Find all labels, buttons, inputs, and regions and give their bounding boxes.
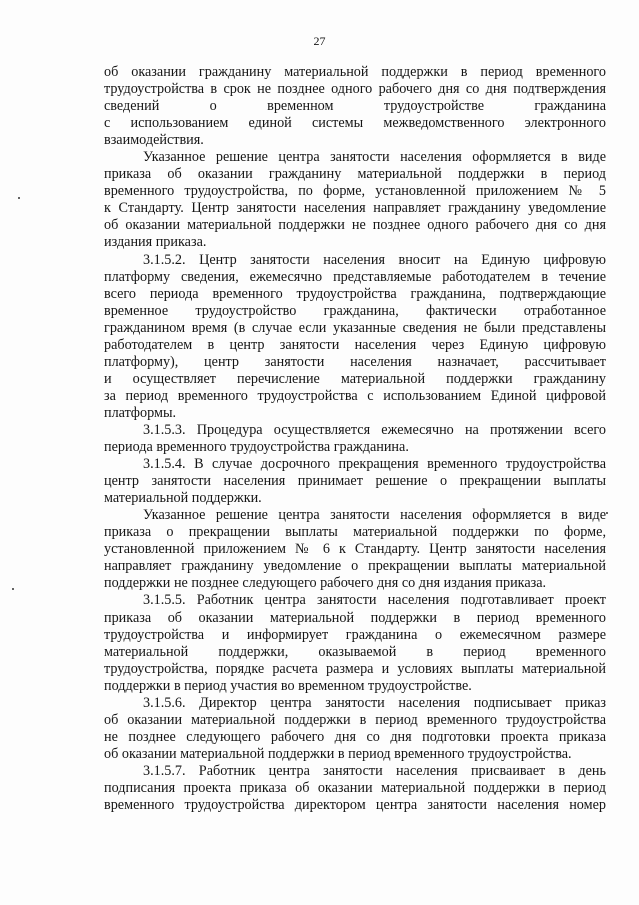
text-line: всего периода временного трудоустройства гражданина, подтверждающие: [104, 285, 606, 302]
paragraph-6: [104, 507, 606, 592]
scan-speck: [12, 588, 14, 590]
text-line: поддержки в период участия во временном трудоустройстве.: [104, 677, 472, 694]
text-line: платформу), центр занятости населения назначает, рассчитывает: [104, 353, 606, 370]
text-line: центр занятости населения принимает решение о прекращении выплаты: [104, 473, 606, 490]
paragraph-4: [104, 422, 606, 456]
text-line: платформы.: [104, 404, 177, 421]
text-line: и осуществляет перечисление материальной поддержки гражданину: [104, 370, 606, 387]
paragraph-8: [104, 695, 606, 763]
text-line: сведений о временном трудоустройстве гражданина: [104, 98, 606, 115]
text-line: материальной поддержки.: [104, 490, 262, 507]
text-line: поддержки не позднее следующего рабочего дня со дня издания приказа.: [104, 575, 547, 592]
text-line: временное трудоустройство гражданина, фактически отработанное: [104, 302, 606, 319]
text-line: направляет гражданину уведомление о прекращении выплаты материальной: [104, 558, 606, 575]
text-line: трудоустройства в срок не позднее одного рабочего дня со дня подтверждения: [104, 81, 606, 98]
text-line: временного трудоустройства директором центра занятости населения номер: [104, 797, 606, 814]
paragraph-2: [104, 149, 606, 251]
text-line: с использованием единой системы межведомственного электронного: [104, 115, 606, 132]
text-line: установленной приложением № 6 к Стандарту. Центр занятости населения: [104, 541, 606, 558]
text-line: к Стандарту. Центр занятости населения направляет гражданину уведомление: [104, 200, 606, 217]
text-line: 3.1.5.5. Работник центра занятости населения подготавливает проект: [143, 592, 606, 609]
text-line: гражданином время (в случае если указанные сведения не были представлены: [104, 319, 606, 336]
scan-speck: [606, 512, 608, 514]
text-line: Указанное решение центра занятости населения оформляется в виде: [143, 507, 606, 524]
text-line: временного трудоустройства, по форме, установленной приложением № 5: [104, 183, 606, 200]
paragraph-5: [104, 456, 606, 507]
text-line: приказа о прекращении выплаты материальной поддержки по форме,: [104, 524, 606, 541]
text-line: приказа об оказании гражданину материальной поддержки в период: [104, 166, 606, 183]
text-line: об оказании материальной поддержки в период временного трудоустройства.: [104, 745, 572, 762]
paragraph-7: [104, 592, 606, 694]
scan-speck: [18, 197, 20, 199]
text-line: 3.1.5.6. Директор центра занятости населения подписывает приказ: [143, 694, 606, 711]
text-line: за период временного трудоустройства с использованием Единой цифровой: [104, 387, 606, 404]
text-line: взаимодействия.: [104, 132, 204, 149]
page-number: 27: [313, 34, 326, 48]
text-line: об оказании гражданину материальной поддержки в период временного: [104, 64, 606, 80]
text-line: подписания проекта приказа об оказании материальной поддержки в период: [104, 779, 606, 796]
text-line: материальной поддержки, оказываемой в период временного: [104, 643, 606, 660]
text-line: Указанное решение центра занятости населения оформляется в виде: [143, 149, 606, 166]
text-line: периода временного трудоустройства гражданина.: [104, 439, 409, 456]
text-line: платформу сведения, ежемесячно представляемые работодателем в течение: [104, 268, 606, 285]
text-line: 3.1.5.3. Процедура осуществляется ежемесячно на протяжении всего: [143, 421, 606, 438]
text-line: приказа об оказании материальной поддержки в период временного: [104, 609, 606, 626]
paragraph-3: [104, 252, 606, 422]
text-line: трудоустройства и информирует гражданина о ежемесячном размере: [104, 626, 606, 643]
text-line: об оказании материальной поддержки в период временного трудоустройства: [104, 711, 606, 728]
text-line: 3.1.5.4. В случае досрочного прекращения временного трудоустройства: [143, 456, 606, 473]
text-line: работодателем в центр занятости населения через Единую цифровую: [104, 336, 606, 353]
text-line: трудоустройства, порядке расчета размера и условиях выплаты материальной: [104, 660, 606, 677]
paragraph-1: [104, 64, 606, 149]
text-line: издания приказа.: [104, 234, 207, 251]
text-line: об оказании материальной поддержки не позднее одного рабочего дня со дня: [104, 217, 606, 234]
text-line: 3.1.5.7. Работник центра занятости населения присваивает в день: [143, 762, 606, 779]
text-line: 3.1.5.2. Центр занятости населения вносит на Единую цифровую: [143, 251, 606, 268]
document-body: [104, 64, 606, 814]
paragraph-9: [104, 763, 606, 814]
text-line: не позднее следующего рабочего дня со дня подготовки проекта приказа: [104, 728, 606, 745]
